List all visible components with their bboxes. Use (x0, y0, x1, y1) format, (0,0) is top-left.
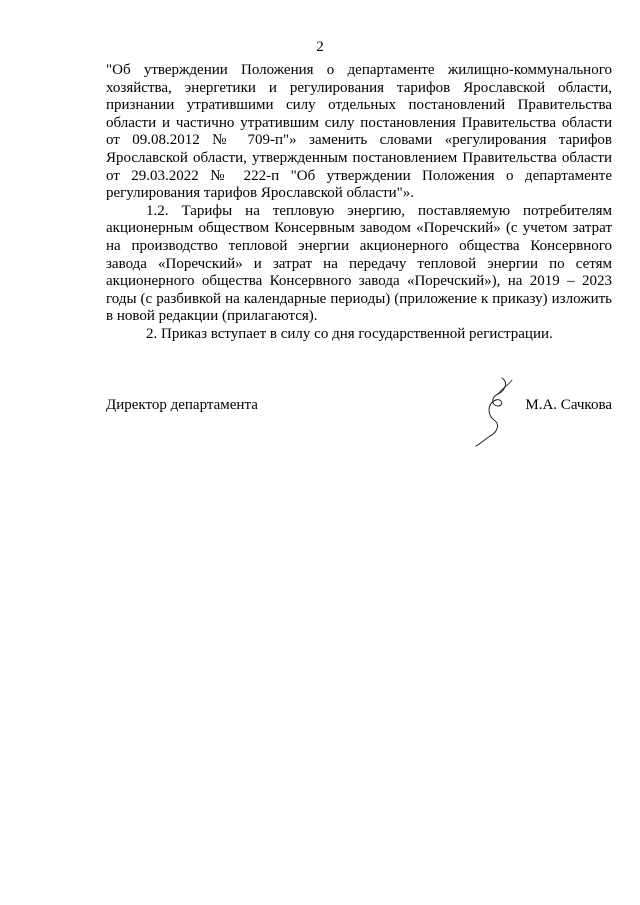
paragraph-1-2: 1.2. Тарифы на тепловую энергию, поставляемую потребителям акционерным обществом Консервным заводом «Поречский» (с учетом затрат на производство тепловой энергии акционерного общества Консервного завода «Поречский» и затрат на передачу тепловой энергии по сетям акционерного общества Консервного завода «Поречский»), на 2019 – 2023 годы (с разбивкой на календарные периоды) (приложение к приказу) изложить в новой редакции (прилагаются). (106, 202, 612, 325)
signature-block (106, 386, 612, 456)
page-number: 2 (316, 39, 324, 55)
document-body (106, 62, 612, 344)
signer-position: Директор департамента (106, 397, 258, 413)
signer-name: М.А. Сачкова (525, 397, 612, 413)
paragraph-2: 2. Приказ вступает в силу со дня государственной регистрации. (146, 325, 553, 342)
handwritten-signature (472, 376, 520, 448)
paragraph-continuation: "Об утверждении Положения о департаменте жилищно-коммунального хозяйства, энергетики и регулирования тарифов Ярославской области, признании утратившими силу отдельных постановлений Правительства области и частично утратившим силу постановления Правительства области от 09.08.2012 № 709-п"» заменить словами «регулирования тарифов Ярославской области, утвержденным постановлением Правительства области от 29.03.2022 № 222-п "Об утверждении Положения о департаменте регулирования тарифов Ярославской области"». (106, 62, 612, 202)
